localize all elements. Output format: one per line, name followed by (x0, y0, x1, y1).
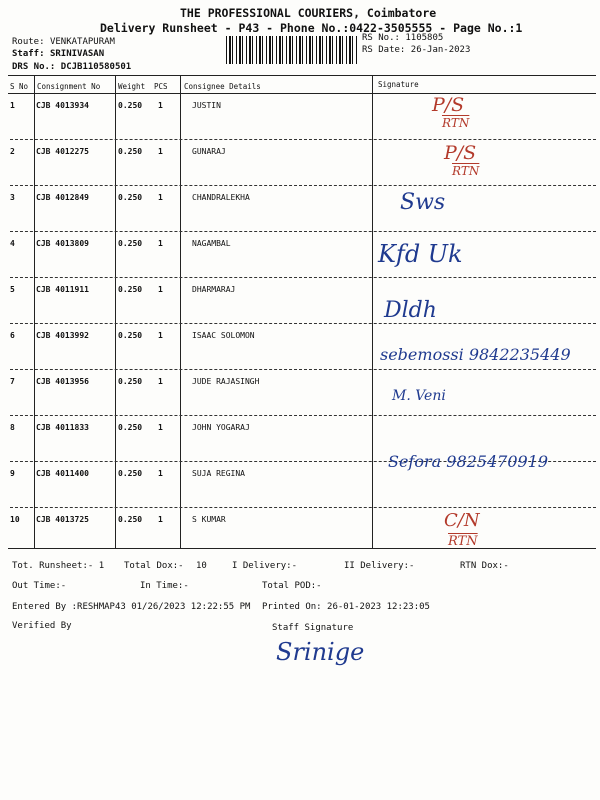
rtn-dox: RTN Dox:- (460, 561, 509, 571)
row-consignment: CJB 4012849 (36, 193, 89, 202)
row-consignment: CJB 4013725 (36, 515, 89, 524)
handwritten-ps-mark: P/S (444, 142, 477, 164)
rs-no-line (362, 33, 443, 43)
i-delivery: I Delivery:- (232, 561, 298, 571)
row-divider (10, 185, 596, 186)
staff-handwritten-signature: Srinige (276, 638, 365, 666)
row-consignment: CJB 4011833 (36, 423, 89, 432)
row-sno: 8 (10, 423, 15, 432)
table-header-rule (8, 93, 596, 94)
barcode (226, 36, 358, 64)
column-divider (115, 75, 116, 548)
rs-date-value: 26-Jan-2023 (410, 45, 471, 55)
row-divider (10, 323, 596, 324)
handwritten-signature: M. Veni (392, 388, 446, 404)
handwritten-rtn-mark: $\overline{RTN}$ (452, 164, 480, 178)
handwritten-cn-mark: C/N (444, 510, 480, 531)
row-sno: 5 (10, 285, 15, 294)
row-weight: 0.250 (118, 285, 143, 294)
row-pcs: 1 (158, 239, 163, 248)
runsheet-subtitle: Delivery Runsheet - P43 - Phone No.:0422-3505555 - Page No.:1 (100, 21, 523, 35)
col-header-consignee: Consignee Details (184, 82, 261, 91)
table-bottom-rule (8, 548, 596, 549)
row-weight: 0.250 (118, 239, 143, 248)
row-weight: 0.250 (118, 331, 143, 340)
entered-by: Entered By :RESHMAP43 01/26/2023 12:22:55 PM (12, 602, 251, 612)
staff-label: Staff: (12, 49, 45, 59)
in-time: In Time:- (140, 581, 189, 591)
drs-label: DRS No.: (12, 62, 56, 72)
handwritten-signature: Kfd Uk (378, 240, 463, 268)
row-consignment: CJB 4011400 (36, 469, 89, 478)
row-pcs: 1 (158, 515, 163, 524)
row-divider (10, 507, 596, 508)
row-pcs: 1 (158, 469, 163, 478)
row-weight: 0.250 (118, 515, 143, 524)
total-dox-label: Total Dox:- (124, 561, 184, 571)
row-pcs: 1 (158, 147, 163, 156)
handwritten-ps-mark: P/S (432, 94, 465, 116)
row-consignee: S KUMAR (192, 515, 226, 524)
staff-line (12, 49, 104, 59)
col-header-weight: Weight (118, 82, 146, 91)
table-top-rule (8, 75, 596, 76)
col-header-signature: Signature (378, 80, 419, 89)
row-consignee: CHANDRALEKHA (192, 193, 250, 202)
tot-runsheet: Tot. Runsheet:- 1 (12, 561, 105, 571)
row-consignment: CJB 4012275 (36, 147, 89, 156)
verified-by: Verified By (12, 621, 72, 631)
row-consignee: SUJA REGINA (192, 469, 245, 478)
col-header-consignment: Consignment No (37, 82, 101, 91)
row-pcs: 1 (158, 285, 163, 294)
row-sno: 3 (10, 193, 15, 202)
row-sno: 6 (10, 331, 15, 340)
row-sno: 4 (10, 239, 15, 248)
column-divider (34, 75, 35, 548)
row-consignment: CJB 4011911 (36, 285, 89, 294)
handwritten-rtn-mark: $\overline{RTN}$ (448, 534, 478, 549)
row-pcs: 1 (158, 331, 163, 340)
row-consignment: CJB 4013809 (36, 239, 89, 248)
row-pcs: 1 (158, 423, 163, 432)
handwritten-signature: Sefora 9825470919 (388, 452, 549, 471)
row-weight: 0.250 (118, 469, 143, 478)
staff-value: SRINIVASAN (49, 49, 105, 59)
total-dox-value: 10 (196, 561, 207, 571)
route-label: Route: (12, 37, 45, 47)
row-pcs: 1 (158, 101, 163, 110)
row-divider (10, 415, 596, 416)
drs-line (12, 62, 131, 72)
row-sno: 9 (10, 469, 15, 478)
row-sno: 1 (10, 101, 15, 110)
rs-date-label: RS Date: (362, 45, 406, 55)
total-pod: Total POD:- (262, 581, 322, 591)
ii-delivery: II Delivery:- (344, 561, 415, 571)
row-sno: 7 (10, 377, 15, 386)
row-divider (10, 277, 596, 278)
row-pcs: 1 (158, 193, 163, 202)
row-weight: 0.250 (118, 193, 143, 202)
handwritten-signature: sebemossi 9842235449 (380, 345, 571, 364)
row-divider (10, 369, 596, 370)
row-consignee: JUDE RAJASINGH (192, 377, 260, 386)
printed-on: Printed On: 26-01-2023 12:23:05 (262, 602, 430, 612)
rs-date-line (362, 45, 470, 55)
rs-no-value: 1105805 (405, 33, 444, 43)
row-pcs: 1 (158, 377, 163, 386)
drs-value: DCJB110580501 (60, 62, 132, 72)
row-consignee: JUSTIN (192, 101, 221, 110)
route-value: VENKATAPURAM (49, 37, 115, 47)
row-consignee: GUNARAJ (192, 147, 226, 156)
handwritten-signature: Dldh (384, 298, 437, 323)
row-consignment: CJB 4013934 (36, 101, 89, 110)
handwritten-signature: Sws (400, 190, 446, 215)
col-header-pcs: PCS (154, 82, 168, 91)
row-consignment: CJB 4013956 (36, 377, 89, 386)
row-sno: 10 (10, 515, 20, 524)
row-sno: 2 (10, 147, 15, 156)
column-divider (180, 75, 181, 548)
row-consignment: CJB 4013992 (36, 331, 89, 340)
staff-signature-label: Staff Signature (272, 623, 354, 633)
rs-no-label: RS No.: (362, 33, 400, 43)
row-divider (10, 139, 596, 140)
row-consignee: ISAAC SOLOMON (192, 331, 255, 340)
column-divider (372, 75, 373, 548)
company-title: THE PROFESSIONAL COURIERS, Coimbatore (180, 6, 437, 20)
row-weight: 0.250 (118, 423, 143, 432)
row-consignee: DHARMARAJ (192, 285, 236, 294)
row-consignee: JOHN YOGARAJ (192, 423, 250, 432)
out-time: Out Time:- (12, 581, 67, 591)
row-weight: 0.250 (118, 147, 143, 156)
handwritten-rtn-mark: $\overline{RTN}$ (442, 116, 470, 130)
route-line (12, 37, 115, 47)
row-weight: 0.250 (118, 377, 143, 386)
row-consignee: NAGAMBAL (192, 239, 231, 248)
row-weight: 0.250 (118, 101, 143, 110)
col-header-sno: S No (10, 82, 29, 91)
row-divider (10, 231, 596, 232)
